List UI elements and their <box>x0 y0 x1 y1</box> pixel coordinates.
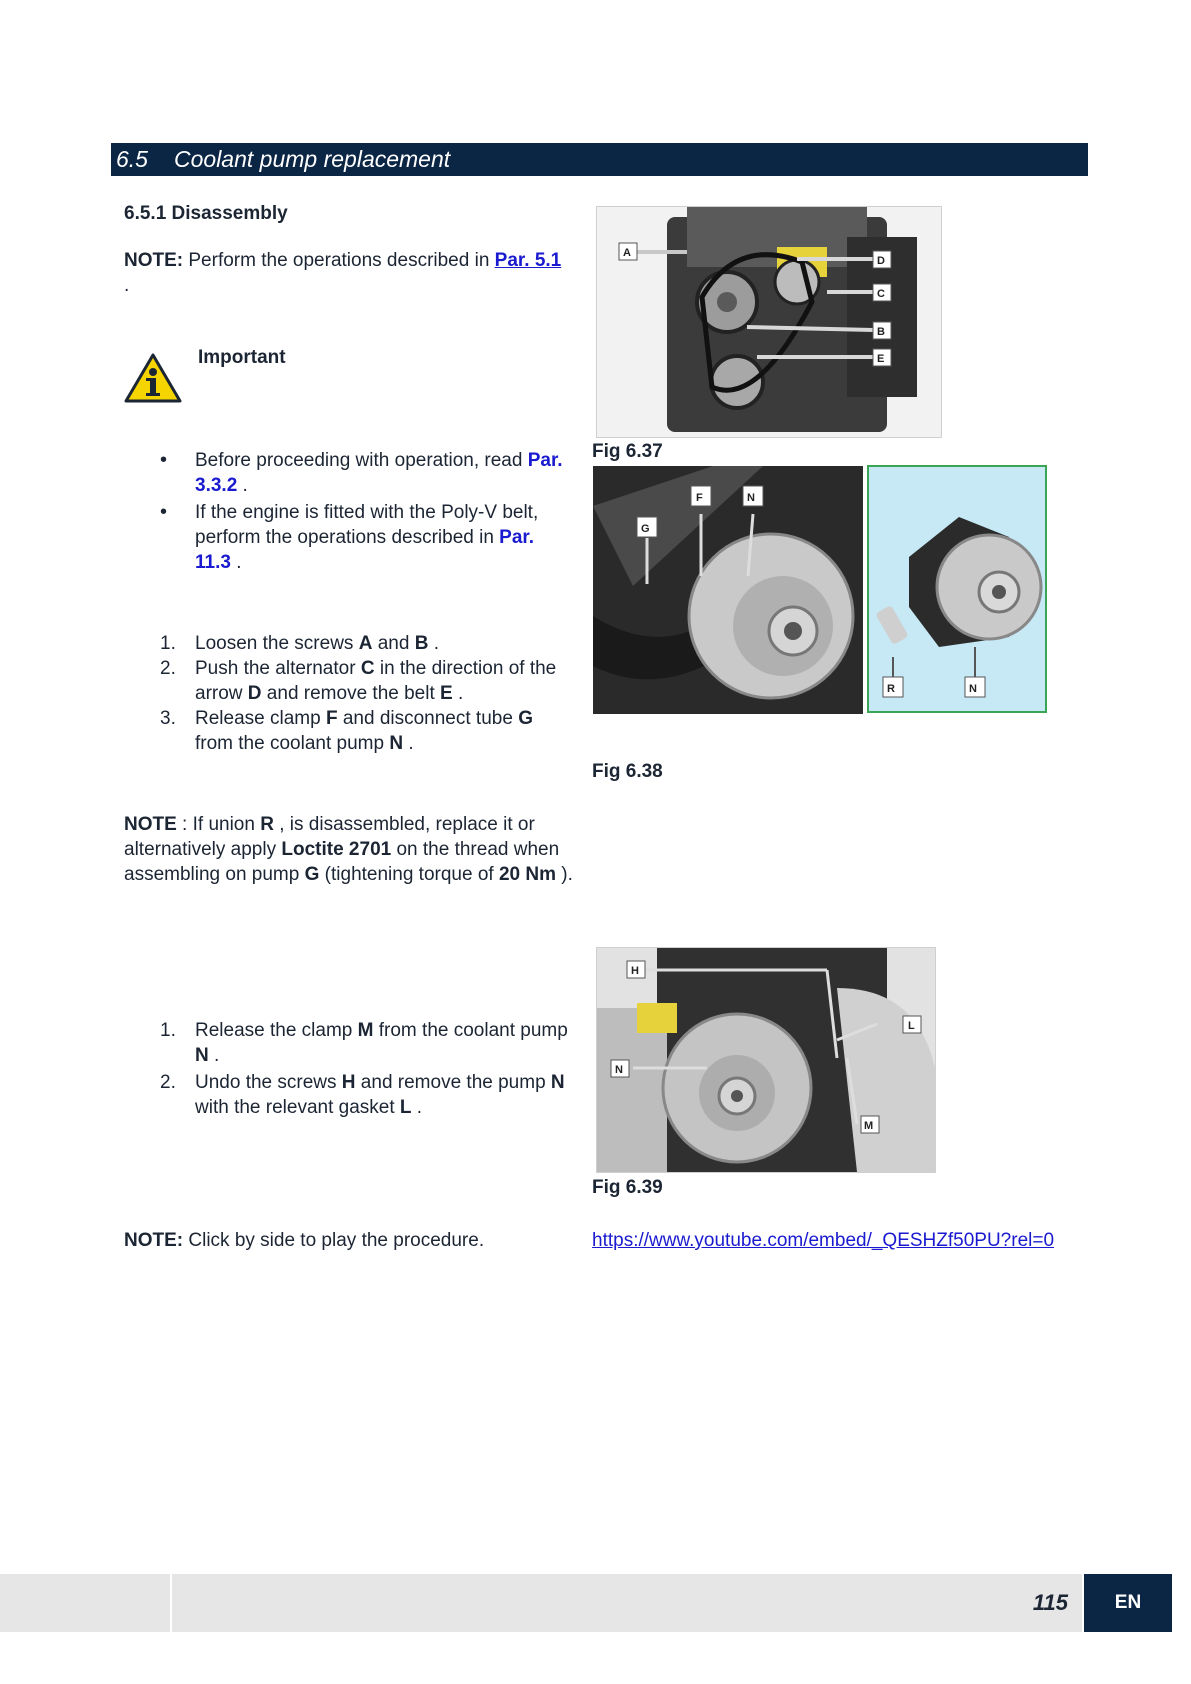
note-text: (tightening torque of <box>319 864 499 885</box>
note-label: NOTE: <box>124 250 184 271</box>
ref-f: F <box>325 708 338 729</box>
step-text: and disconnect tube <box>337 708 519 729</box>
bullet-text: If the engine is fitted with the Poly-V belt, perform the operations described in <box>195 502 539 548</box>
label-n: N <box>747 492 755 504</box>
note-label: NOTE: <box>124 1230 184 1251</box>
ref-n: N <box>389 733 404 754</box>
list-item <box>160 631 570 656</box>
figure-caption: Fig 6.39 <box>592 1177 663 1198</box>
note-text: ). <box>556 864 573 885</box>
ref-h: H <box>341 1072 356 1093</box>
ref-m: M <box>357 1020 374 1041</box>
step-text: Push the alternator <box>195 658 361 679</box>
par-11-3-link[interactable]: Par. 11.3 <box>195 527 535 573</box>
note-text: Click by side to play the procedure. <box>183 1230 485 1251</box>
step-text: from the coolant pump <box>373 1020 568 1041</box>
step-number: 3. <box>160 708 176 729</box>
step-text: with the relevant gasket <box>195 1097 400 1118</box>
label-d: D <box>877 255 885 267</box>
section-number: 6.5 <box>116 146 148 172</box>
language-badge: EN <box>1084 1574 1172 1632</box>
list-item <box>160 448 570 498</box>
step-number: 2. <box>160 658 176 679</box>
label-n: N <box>615 1064 623 1076</box>
ref-n: N <box>195 1045 209 1066</box>
figure-6-38-image <box>593 466 863 714</box>
step-text: . <box>403 733 414 754</box>
subsection-title: 6.5.1 Disassembly <box>124 203 288 224</box>
figure-caption: Fig 6.38 <box>592 761 663 782</box>
bullet-tail: . <box>230 552 242 573</box>
label-f: F <box>696 492 703 504</box>
figure-6-37-image <box>596 206 942 438</box>
step-text: from the coolant pump <box>195 733 390 754</box>
step-text: . <box>411 1097 423 1118</box>
ref-g: G <box>518 708 533 729</box>
step-text: . <box>452 683 464 704</box>
step-number: 2. <box>160 1072 176 1093</box>
footer-left-panel <box>0 1574 170 1632</box>
page-number: 115 <box>1032 1590 1068 1615</box>
label-m: M <box>864 1120 874 1132</box>
step-number: 1. <box>160 633 176 654</box>
pump-removed-illustration <box>597 948 935 1172</box>
step-text: . <box>428 633 439 654</box>
video-link[interactable]: https://www.youtube.com/embed/_QESHZf50PU?rel=0 <box>592 1230 1055 1251</box>
ref-a: A <box>358 633 373 654</box>
note-prerequisite <box>124 248 564 298</box>
engine-front-illustration <box>597 207 941 437</box>
torque-value: 20 Nm <box>498 864 556 885</box>
label-r: R <box>887 683 895 695</box>
label-e: E <box>877 353 885 365</box>
label-h: H <box>631 965 639 977</box>
label-c: C <box>877 288 885 300</box>
ref-l: L <box>399 1097 412 1118</box>
note-video <box>124 1228 484 1253</box>
note-label: NOTE <box>124 814 177 835</box>
label-a: A <box>623 247 631 259</box>
note-text: , is disassembled, replace it or alternatively apply <box>124 814 535 860</box>
ref-b: B <box>414 633 429 654</box>
step-text: and remove the belt <box>261 683 441 704</box>
par-5-1-link[interactable]: Par. 5.1 <box>494 250 562 271</box>
figure-6-39-image <box>596 947 936 1173</box>
disassembly-steps <box>160 631 570 756</box>
section-header <box>111 143 1088 176</box>
footer-bar <box>172 1574 1082 1632</box>
figure-caption: Fig 6.37 <box>592 441 663 462</box>
step-number: 1. <box>160 1020 176 1041</box>
ref-g: G <box>304 864 320 885</box>
pump-detail-illustration <box>869 467 1045 711</box>
note-tail: . <box>124 275 130 296</box>
step-text: Release the clamp <box>195 1020 358 1041</box>
bullet-tail: . <box>237 475 248 496</box>
step-text: . <box>208 1045 220 1066</box>
list-item <box>160 656 570 706</box>
ref-n: N <box>550 1072 565 1093</box>
note-text: : If union <box>176 814 261 835</box>
warning-info-icon <box>124 353 182 403</box>
pump-closeup-illustration <box>593 466 863 714</box>
label-n: N <box>969 683 977 695</box>
ref-c: C <box>360 658 375 679</box>
list-item <box>160 1070 570 1120</box>
note-union <box>124 812 584 887</box>
figure-6-38-inset <box>867 465 1047 713</box>
label-g: G <box>641 523 650 535</box>
ref-e: E <box>440 683 453 704</box>
pump-removal-steps <box>160 1018 570 1120</box>
section-title: Coolant pump replacement <box>174 146 451 172</box>
bullet-icon: • <box>160 449 168 471</box>
important-label: Important <box>198 347 286 368</box>
par-3-3-2-link[interactable]: Par. 3.3.2 <box>195 450 563 496</box>
note-text: Perform the operations described in <box>183 250 495 271</box>
note-text: on the thread when assembling on pump <box>124 839 560 885</box>
step-text: Release clamp <box>195 708 326 729</box>
ref-r: R <box>260 814 274 835</box>
bullet-icon: • <box>160 501 168 523</box>
list-item <box>160 1018 570 1068</box>
ref-d: D <box>247 683 262 704</box>
bullet-text: Before proceeding with operation, read <box>195 450 528 471</box>
step-text: Undo the screws <box>195 1072 342 1093</box>
step-text: Loosen the screws <box>195 633 359 654</box>
step-text: in the direction of the arrow <box>195 658 557 704</box>
step-text: and remove the pump <box>355 1072 551 1093</box>
step-text: and <box>372 633 415 654</box>
list-item <box>160 706 570 756</box>
precaution-list <box>160 448 570 575</box>
label-b: B <box>877 326 885 338</box>
loctite-ref: Loctite 2701 <box>281 839 392 860</box>
list-item <box>160 500 570 575</box>
label-l: L <box>908 1020 915 1032</box>
